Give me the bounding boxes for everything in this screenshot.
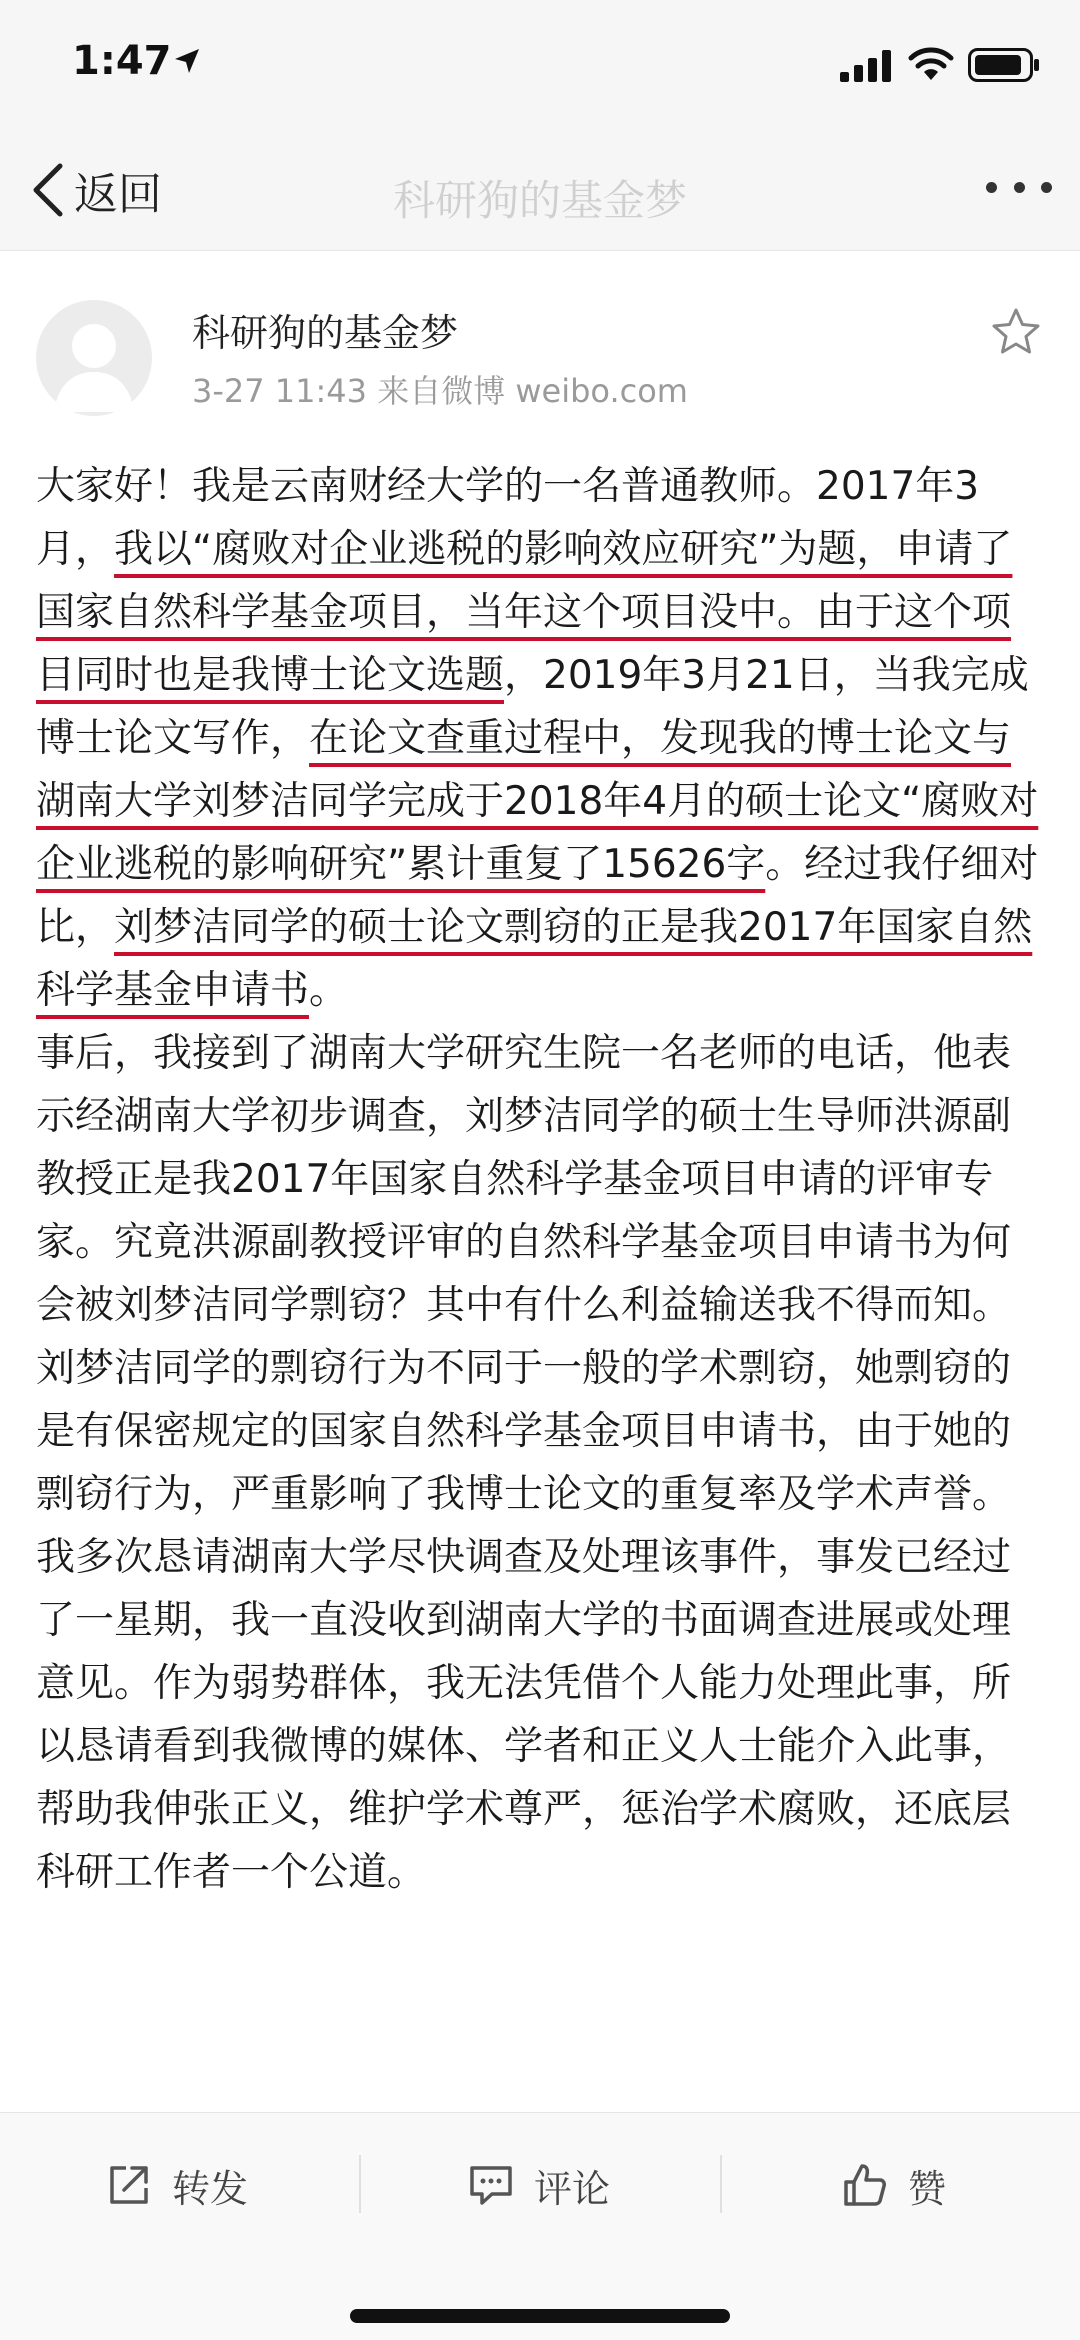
repost-label: 转发: [172, 2166, 249, 2211]
location-arrow-icon: [172, 46, 202, 76]
more-dot: [986, 182, 997, 193]
toolbar-divider: [359, 2155, 361, 2213]
post-text-segment: ，2019年3月21日，当我完成博士论文写作，: [36, 653, 1029, 761]
more-dot: [1014, 182, 1025, 193]
nav-title: 科研狗的基金梦: [392, 176, 687, 225]
post-paragraph-2: 事后，我接到了湖南大学研究生院一名老师的电话，他表示经湖南大学初步调查，刘梦洁同学的硕士生导师洪源副教授正是我2017年国家自然科学基金项目申请的评审专家。究竟洪源副教授评审的自然科学基金项目申请书为何会被刘梦洁同学剽窃？其中有什么利益输送我不得而知。刘梦洁同学的剽窃行为不同于一般的学术剽窃，她剽窃的是有保密规定的国家自然科学基金项目申请书，由于她的剽窃行为，严重影响了我博士论文的重复率及学术声誉。我多次恳请湖南大学尽快调查及处理该事件，事发已经过了一星期，我一直没收到湖南大学的书面调查进展或处理意见。作为弱势群体，我无法凭借个人能力处理此事，所以恳请看到我微博的媒体、学者和正义人士能介入此事，帮助我伸张正义，维护学术尊严，惩治学术腐败，还底层科研工作者一个公道。: [36, 1031, 1012, 1895]
like-button[interactable]: [840, 2147, 946, 2223]
avatar-placeholder-icon: [36, 300, 152, 416]
repost-button[interactable]: [104, 2147, 248, 2223]
like-label: 赞: [908, 2166, 947, 2211]
post-text-segment: 。经过我仔细对比，: [36, 842, 1039, 950]
home-indicator: [350, 2309, 730, 2323]
nav-bar: [0, 130, 1080, 251]
more-dot: [1041, 182, 1052, 193]
underlined-text-segment: 我以“腐败对企业逃税的影响效应研究”为题，申请了国家自然科学基金项目，当年这个项目没中。由于这个项目同时也是我博士论文选题: [36, 527, 1013, 698]
share-icon: [104, 2160, 154, 2210]
author-name[interactable]: 科研狗的基金梦: [192, 311, 459, 355]
post-text-segment: 。: [309, 968, 349, 1013]
bottom-toolbar: [0, 2112, 1080, 2340]
more-icon[interactable]: [986, 172, 1052, 202]
signal-icon: [840, 50, 892, 82]
post-body: [36, 455, 1046, 1904]
avatar[interactable]: [36, 300, 152, 416]
comment-label: 评论: [534, 2166, 611, 2211]
star-icon[interactable]: [990, 306, 1042, 358]
underlined-text-segment: 在论文查重过程中，发现我的博士论文与湖南大学刘梦洁同学完成于2018年4月的硕士论文“腐败对企业逃税的影响研究”累计重复了15626字: [36, 716, 1039, 887]
toolbar-divider: [720, 2155, 722, 2213]
post-paragraph-1: [36, 455, 1046, 1022]
status-time: 1:47: [72, 38, 172, 84]
underlined-text-segment: 刘梦洁同学的硕士论文剽窃的正是我2017年国家自然科学基金申请书: [36, 905, 1033, 1013]
wifi-icon: [908, 46, 954, 82]
battery-icon: [968, 48, 1040, 82]
thumbs-up-icon: [840, 2160, 890, 2210]
post-text-segment: 大家好！我是云南财经大学的一名普通教师。2017年3月，: [36, 464, 980, 572]
back-label: 返回: [74, 169, 162, 220]
comment-button[interactable]: [466, 2147, 610, 2223]
status-bar: [0, 0, 1080, 130]
post-meta: 3-27 11:43 来自微博 weibo.com: [192, 372, 688, 410]
comment-icon: [466, 2160, 516, 2210]
